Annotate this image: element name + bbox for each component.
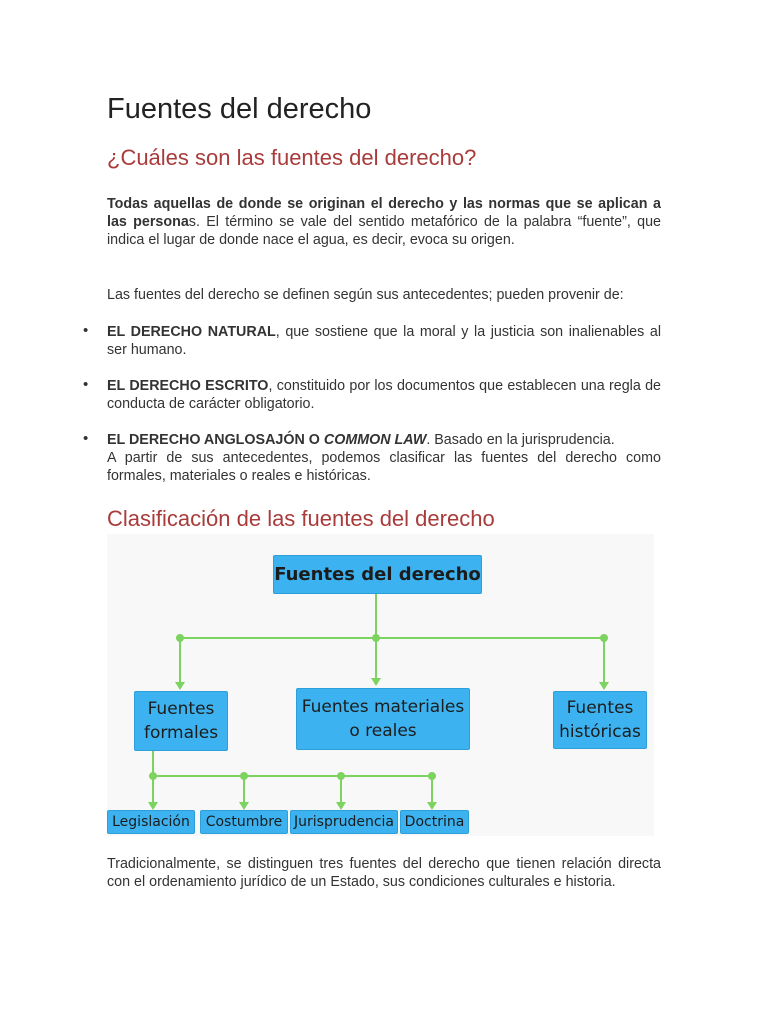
list-item-text: , que sostiene que la moral y la justicia son inalienables al ser humano. [107, 324, 661, 358]
list-item [83, 322, 661, 359]
diagram-box-formales: Fuentes formales [134, 691, 228, 751]
intro-rest-text: s. El término se vale del sentido metafórico de la palabra “fuente”, que indica el lugar de donde nace el agua, es decir, evoca su origen. [107, 214, 661, 248]
provenir-paragraph [107, 286, 661, 304]
diagram-leaf-jurisprudencia: Jurisprudencia [290, 810, 398, 834]
bullet-icon: • [83, 430, 89, 447]
closing-paragraph [107, 855, 661, 891]
list-item-text: . Basado en la jurisprudencia. [426, 432, 615, 448]
list-item-bold-italic: COMMON LAW [323, 432, 427, 448]
diagram-box-materiales: Fuentes materiales o reales [296, 688, 470, 750]
provenir-text: Las fuentes del derecho se definen según sus antecedentes; pueden provenir de: [107, 287, 624, 303]
diagram-root-box: Fuentes del derecho [273, 555, 482, 594]
diagram-box-historicas: Fuentes históricas [553, 691, 647, 749]
section-heading-clasificacion: Clasificación de las fuentes del derecho [107, 506, 495, 531]
intro-bold-text: Todas aquellas de donde se originan el derecho y las normas que se aplican a las persona [107, 196, 661, 230]
list-item-text: , constituido por los documentos que establecen una regla de conducta de carácter obligatorio. [107, 378, 661, 412]
bullet-icon: • [83, 322, 89, 339]
intro-paragraph [107, 195, 661, 249]
list-item [83, 430, 661, 485]
list-item-bold: EL DERECHO NATURAL [107, 324, 276, 340]
list-item [83, 376, 661, 413]
classification-diagram [107, 534, 654, 836]
diagram-leaf-costumbre: Costumbre [200, 810, 288, 834]
list-item-extra-text: A partir de sus antecedentes, podemos clasificar las fuentes del derecho como formales, materiales o reales e históricas. [107, 450, 661, 484]
diagram-leaf-doctrina: Doctrina [400, 810, 469, 834]
bullet-icon: • [83, 376, 89, 393]
list-item-bold: EL DERECHO ANGLOSAJÓN O [107, 432, 324, 448]
section-heading-fuentes: ¿Cuáles son las fuentes del derecho? [107, 145, 477, 170]
diagram-leaf-legislacion: Legislación [107, 810, 195, 834]
page-title: Fuentes del derecho [107, 93, 372, 125]
list-item-bold: EL DERECHO ESCRITO [107, 378, 269, 394]
closing-text: Tradicionalmente, se distinguen tres fuentes del derecho que tienen relación directa con el ordenamiento jurídico de un Estado, sus condiciones culturales e historia. [107, 856, 661, 890]
